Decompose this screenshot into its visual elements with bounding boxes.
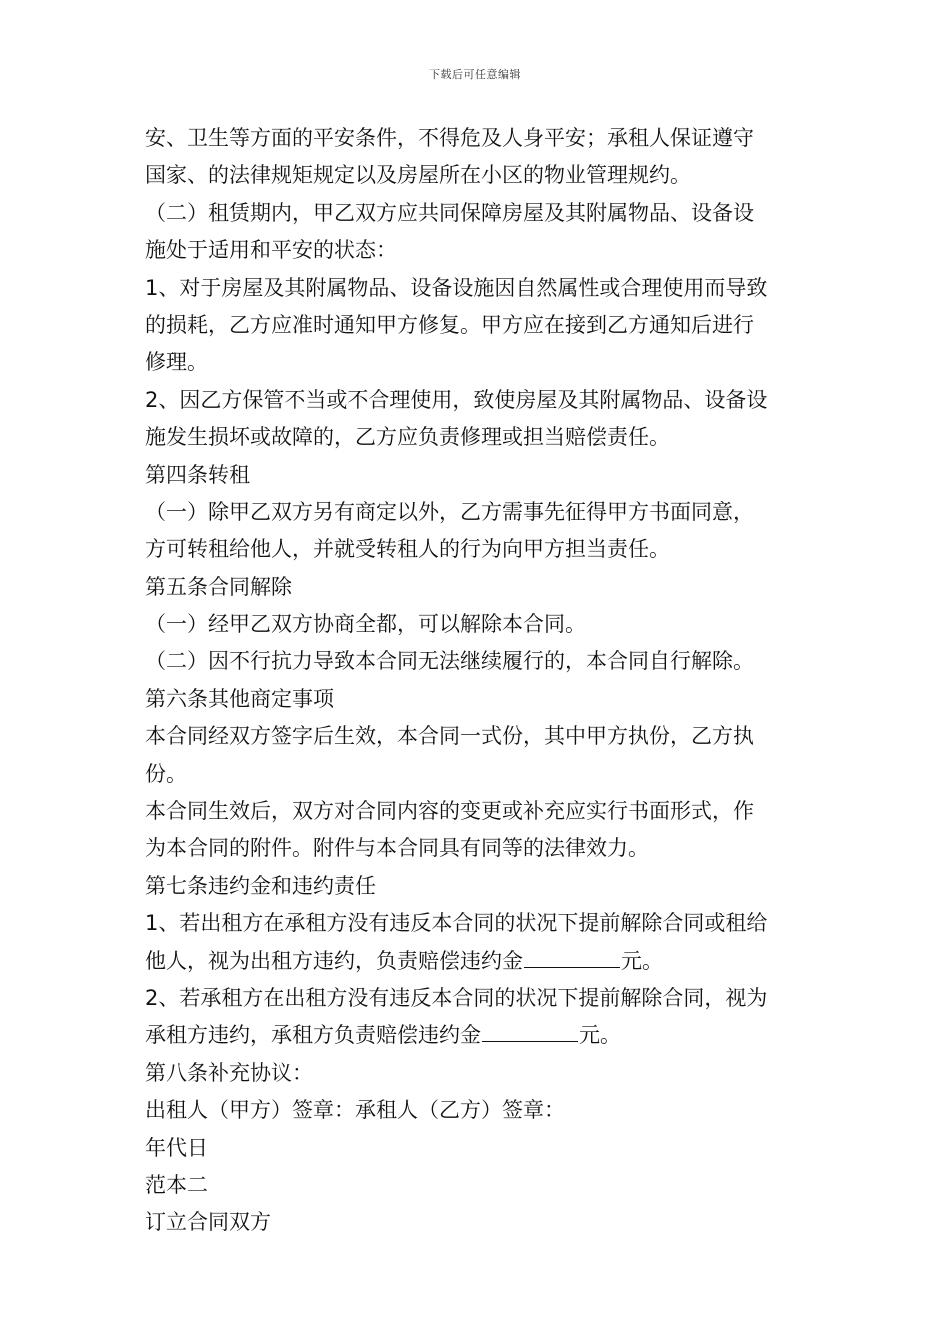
page-header: 下载后可任意编辑 [429,68,521,81]
blank-line-prefix: 承租方违约，承租方负责赔偿违约金 [145,1023,481,1048]
section-heading: 第五条合同解除 [145,574,292,599]
paragraph-line-with-blank [145,943,810,980]
fill-in-blank [524,945,620,968]
paragraph-line: 本合同生效后，双方对合同内容的变更或补充应实行书面形式，作 [145,799,754,824]
blank-line-prefix: 他人，视为出租方违约，负责赔偿违约金 [145,948,523,973]
section-heading: 第七条违约金和违约责任 [145,873,376,898]
section-heading: 第八条补充协议： [145,1060,313,1085]
paragraph-line: 施发生损坏或故障的，乙方应负责修理或担当赔偿责任。 [145,425,670,450]
paragraph-line: 为本合同的附件。附件与本合同具有同等的法律效力。 [145,836,649,861]
paragraph-line: 的损耗，乙方应准时通知甲方修复。甲方应在接到乙方通知后进行 [145,312,754,337]
document-body [145,120,810,1242]
paragraph-line: 施处于适用和平安的状态： [145,238,397,263]
paragraph-line: 订立合同双方 [145,1210,271,1235]
paragraph-line: 2、因乙方保管不当或不合理使用，致使房屋及其附属物品、设备设 [145,387,768,412]
paragraph-line: 份。 [145,761,187,786]
paragraph-line: （二）因不行抗力导致本合同无法继续履行的，本合同自行解除。 [145,649,754,674]
paragraph-line: 安、卫生等方面的平安条件，不得危及人身平安；承租人保证遵守 [145,126,754,150]
paragraph-line: （二）租赁期内，甲乙双方应共同保障房屋及其附属物品、设备设 [145,200,754,225]
paragraph-line: 修理。 [145,350,208,375]
paragraph-line: 1、若出租方在承租方没有违反本合同的状况下提前解除合同或租给 [145,911,768,936]
date-line: 年代日 [145,1135,208,1160]
paragraph-line: 本合同经双方签字后生效，本合同一式份，其中甲方执份，乙方执 [145,724,754,749]
blank-line-suffix: 元。 [621,948,663,973]
paragraph-line-with-blank [145,1017,810,1054]
fill-in-blank [482,1019,578,1042]
paragraph-line: 国家、的法律规矩规定以及房屋所在小区的物业管理规约。 [145,163,691,188]
paragraph-line: 1、对于房屋及其附属物品、设备设施因自然属性或合理使用而导致 [145,275,768,300]
section-heading: 范本二 [145,1172,208,1197]
blank-line-suffix: 元。 [579,1023,621,1048]
section-heading: 第四条转租 [145,462,250,487]
paragraph-line: 方可转租给他人，并就受转租人的行为向甲方担当责任。 [145,537,670,562]
paragraph-line: （一）除甲乙双方另有商定以外，乙方需事先征得甲方书面同意， [145,499,754,524]
section-heading: 第六条其他商定事项 [145,686,334,711]
signature-line: 出租人（甲方）签章：承租人（乙方）签章： [145,1098,565,1123]
paragraph-line: 2、若承租方在出租方没有违反本合同的状况下提前解除合同，视为 [145,985,768,1010]
paragraph-line: （一）经甲乙双方协商全都，可以解除本合同。 [145,612,586,637]
